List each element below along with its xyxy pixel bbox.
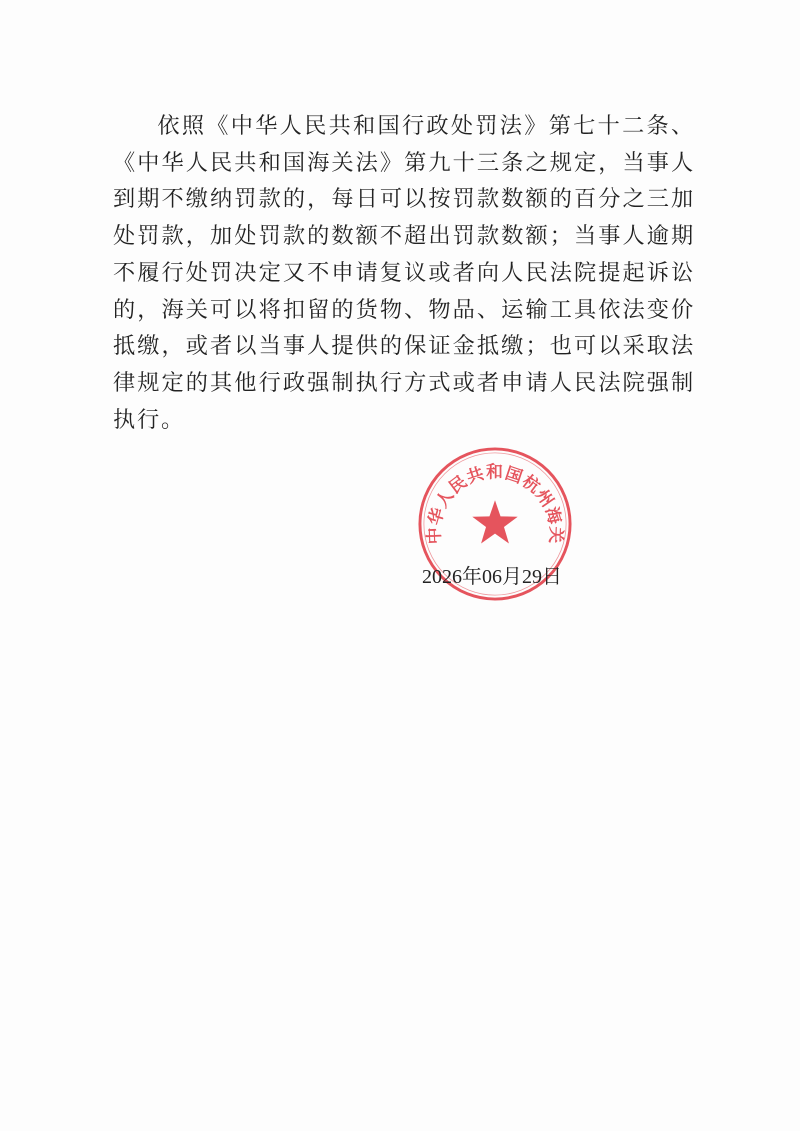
document-date: 2026年06月29日 xyxy=(422,566,562,588)
seal-star-icon xyxy=(472,500,517,543)
seal-text: 中华人民共和国杭州海关 xyxy=(423,461,567,545)
body-paragraph: 依照《中华人民共和国行政处罚法》第七十二条、《中华人民共和国海关法》第九十三条之规定，当事人到期不缴纳罚款的，每日可以按罚款数额的百分之三加处罚款，加处罚款的数额不超出罚款数额；当事人逾期不履行处罚决定又不申请复议或者向人民法院提起诉讼的，海关可以将扣留的货物、物品、运输工具依法变价抵缴，或者以当事人提供的保证金抵缴；也可以采取法律规定的其他行政强制执行方式或者申请人民法院强制执行。 xyxy=(113,113,695,433)
